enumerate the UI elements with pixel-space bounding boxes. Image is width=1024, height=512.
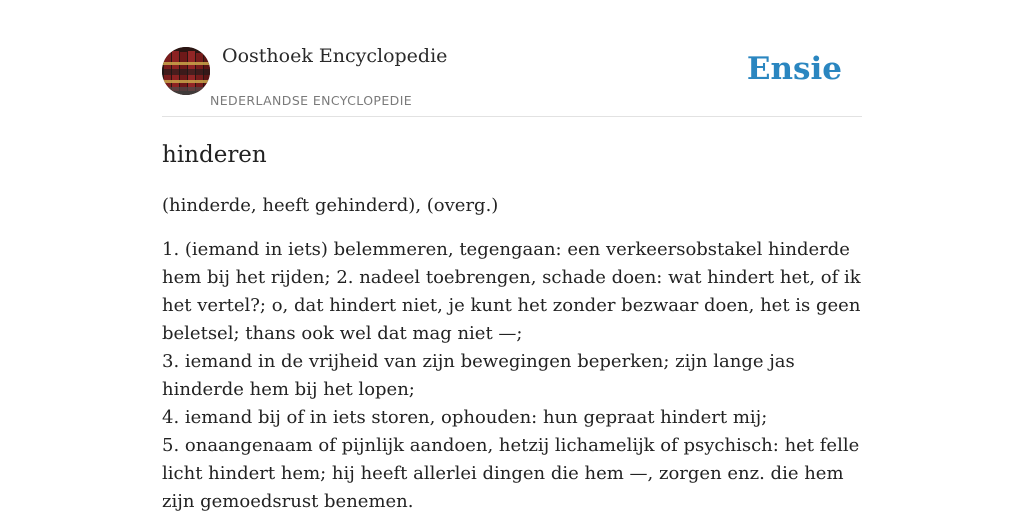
site-subtitle: NEDERLANDSE ENCYCLOPEDIE: [210, 93, 413, 108]
definition-item: 1. (iemand in iets) belemmeren, tegengaan: een verkeersobstakel hinderde hem bij het rijden; 2. nadeel toebrengen, schade doen: wat hindert het, of ik het vertel?; o, dat hindert niet, je kunt het zonder bezwaar doen, het is geen beletsel; thans ook wel dat mag niet —;: [162, 239, 861, 344]
brand-logo-link[interactable]: Ensie: [746, 51, 842, 87]
site-title[interactable]: Oosthoek Encyclopedie: [222, 45, 448, 67]
entry-content: [162, 138, 862, 512]
entry-title: hinderen: [162, 142, 267, 168]
avatar[interactable]: [162, 47, 210, 95]
definition-item: 3. iemand in de vrijheid van zijn bewegingen beperken; zijn lange jas hinderde hem bij het lopen;: [162, 351, 795, 400]
definition-item: 5. onaangenaam of pijnlijk aandoen, hetzij lichamelijk of psychisch: het felle licht hindert hem; hij heeft allerlei dingen die hem —, zorgen enz. die hem zijn gemoedsrust benemen.: [162, 435, 860, 512]
definition-item: 4. iemand bij of in iets storen, ophouden: hun gepraat hindert mij;: [162, 407, 768, 428]
book-spines-icon: [162, 47, 210, 95]
entry-grammar: (hinderde, heeft gehinderd), (overg.): [162, 195, 499, 216]
site-header: [162, 0, 862, 117]
entry-definitions: [162, 236, 862, 512]
